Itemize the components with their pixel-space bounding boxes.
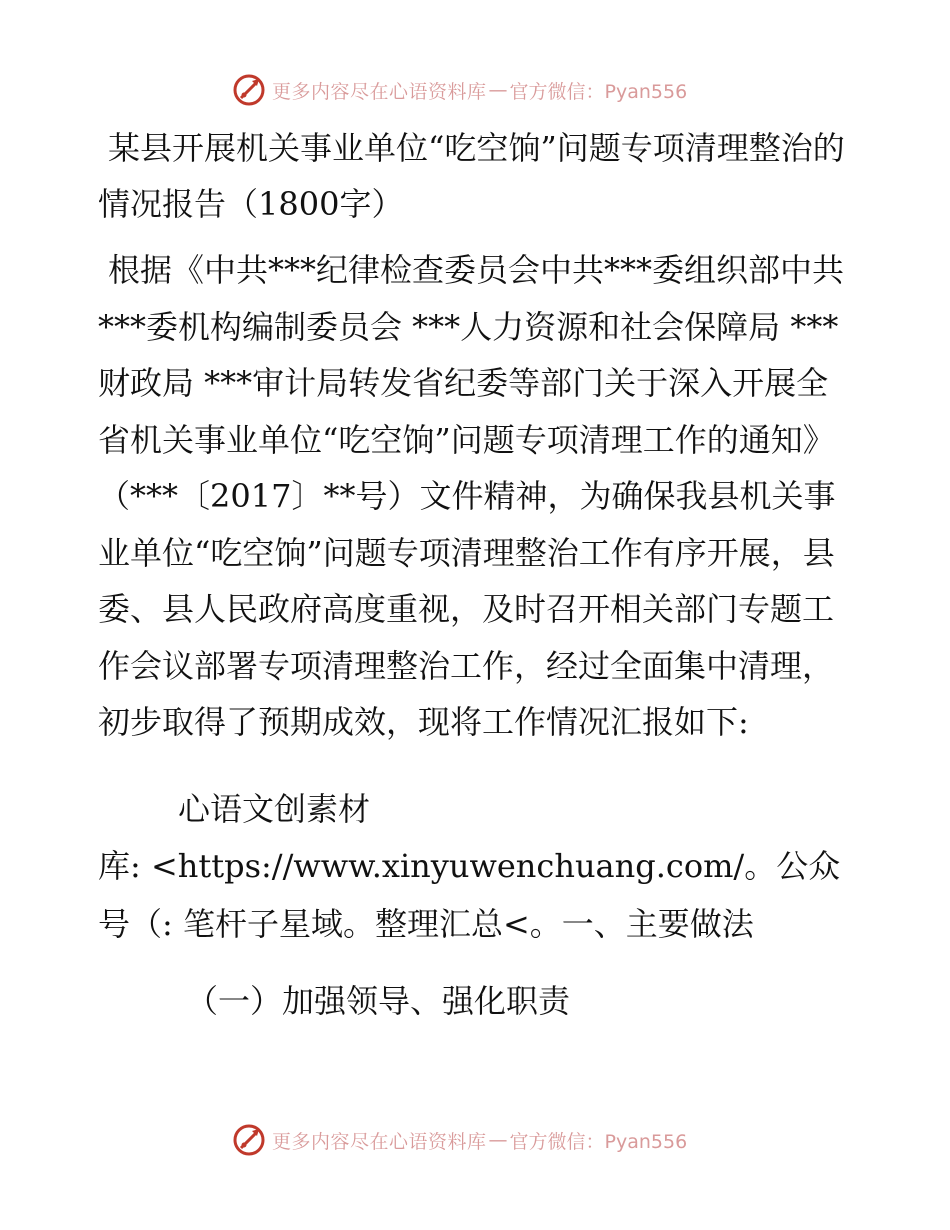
source-body: 库: <https://www.xinyuwenchuang.com/。公众号（: 笔杆子星域。整理汇总<。一、主要做法 xyxy=(98,846,841,943)
watermark-text: 更多内容尽在心语资料库 xyxy=(272,80,487,103)
watermark-dash: — xyxy=(488,1129,508,1151)
footer-watermark xyxy=(232,1120,712,1160)
document-body xyxy=(98,120,850,1029)
source-heading: 心语文创素材 xyxy=(178,789,371,828)
watermark-dash: — xyxy=(488,79,508,101)
header-watermark xyxy=(232,70,712,110)
watermark-contact: 官方微信：Pyan556 xyxy=(509,1130,688,1153)
quill-logo-icon xyxy=(232,1123,266,1157)
document-title: 某县开展机关事业单位“吃空饷”问题专项清理整治的情况报告（1800字） xyxy=(98,129,845,223)
section-heading: （一）加强领导、强化职责 xyxy=(186,981,571,1020)
watermark-contact: 官方微信：Pyan556 xyxy=(509,80,688,103)
quill-logo-icon xyxy=(232,73,266,107)
watermark-text: 更多内容尽在心语资料库 xyxy=(272,1130,487,1153)
intro-paragraph: 根据《中共***纪律检查委员会中共***委组织部中共***委机构编制委员会 ***人力资源和社会保障局 ***财政局 ***审计局转发省纪委等部门关于深入开展全省机关事业单位“吃空饷”问题专项清理工作的通知》（***〔2017〕**号）文件精神，为确保我县机关事业单位“吃空饷”问题专项清理整治工作有序开展，县委、县人民政府高度重视，及时召开相关部门专题工作会议部署专项清理整治工作，经过全面集中清理，初步取得了预期成效，现将工作情况汇报如下: xyxy=(98,251,845,741)
